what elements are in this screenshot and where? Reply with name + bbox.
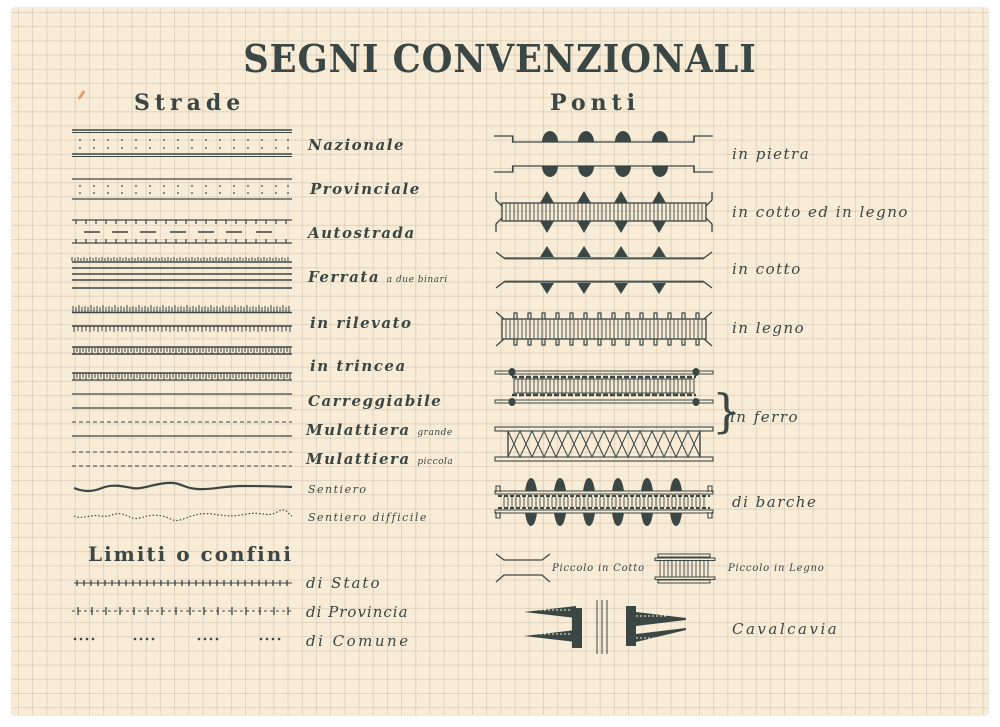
label-sentiero: Sentiero — [308, 483, 368, 496]
symbol-provinciale — [72, 178, 294, 202]
label-confine-provincia: di Provincia — [306, 603, 409, 621]
label-mulattiera-grande-sub: grande — [417, 428, 453, 438]
label-ponte-ferro: in ferro — [730, 408, 800, 426]
symbol-mulattiera-grande — [72, 420, 294, 440]
symbol-confine-provincia — [72, 605, 294, 617]
label-sentiero-difficile: Sentiero difficile — [308, 511, 428, 524]
symbol-sentiero — [72, 480, 294, 496]
symbol-in-rilevato — [72, 304, 294, 334]
symbol-confine-stato — [74, 577, 296, 589]
label-mulattiera-grande — [306, 421, 453, 439]
symbol-ponte-cotto — [494, 244, 716, 296]
ponti-heading: Ponti — [550, 90, 641, 116]
symbol-piccolo-legno — [654, 552, 716, 586]
label-ferrata-main: Ferrata — [308, 268, 381, 286]
symbol-ponte-ferro-traliccio — [494, 424, 716, 464]
symbol-mulattiera-piccola — [72, 450, 294, 470]
label-piccolo-legno: Piccolo in Legno — [728, 563, 825, 574]
strade-heading: Strade — [134, 90, 246, 116]
brace-ferro: } — [712, 384, 742, 438]
symbol-autostrada — [72, 219, 294, 245]
page-title: SEGNI CONVENZIONALI — [243, 36, 757, 81]
limiti-heading: Limiti o confini — [88, 542, 293, 566]
symbol-ponte-pietra — [494, 130, 716, 180]
label-mulattiera-piccola-sub: piccola — [417, 457, 454, 467]
symbol-sentiero-difficile — [72, 508, 294, 526]
symbol-ponte-legno — [494, 306, 716, 352]
label-provinciale: Provinciale — [310, 180, 421, 198]
label-piccolo-cotto: Piccolo in Cotto — [552, 563, 645, 574]
symbol-ponte-cotto-legno — [494, 188, 716, 236]
label-ponte-pietra: in pietra — [732, 145, 811, 163]
label-mulattiera-piccola-main: Mulattiera — [306, 450, 411, 468]
symbol-ferrata — [72, 256, 294, 292]
label-in-trincea: in trincea — [310, 357, 407, 375]
label-ponte-cotto: in cotto — [732, 260, 802, 278]
label-autostrada: Autostrada — [308, 224, 416, 242]
label-cavalcavia: Cavalcavia — [732, 620, 840, 638]
label-ponte-legno: in legno — [732, 319, 806, 337]
label-ponte-barche: di barche — [732, 493, 818, 511]
label-mulattiera-grande-main: Mulattiera — [306, 421, 411, 439]
label-in-rilevato: in rilevato — [310, 314, 413, 332]
label-mulattiera-piccola — [306, 450, 453, 468]
symbol-carreggiabile — [72, 392, 294, 412]
symbol-ponte-barche — [494, 478, 716, 526]
symbol-nazionale — [72, 128, 294, 160]
label-carreggiabile: Carreggiabile — [308, 392, 443, 410]
label-ferrata — [308, 268, 448, 286]
symbol-confine-comune — [72, 634, 294, 644]
label-confine-stato: di Stato — [306, 574, 382, 592]
symbol-piccolo-cotto — [494, 552, 556, 584]
symbol-cavalcavia — [524, 598, 689, 658]
symbol-in-trincea — [72, 345, 294, 383]
symbol-ponte-ferro — [494, 365, 716, 409]
label-confine-comune: di Comune — [306, 632, 411, 650]
label-nazionale: Nazionale — [308, 136, 406, 154]
label-ponte-cotto-legno: in cotto ed in legno — [732, 203, 909, 221]
label-ferrata-sub: a due binari — [386, 275, 448, 285]
